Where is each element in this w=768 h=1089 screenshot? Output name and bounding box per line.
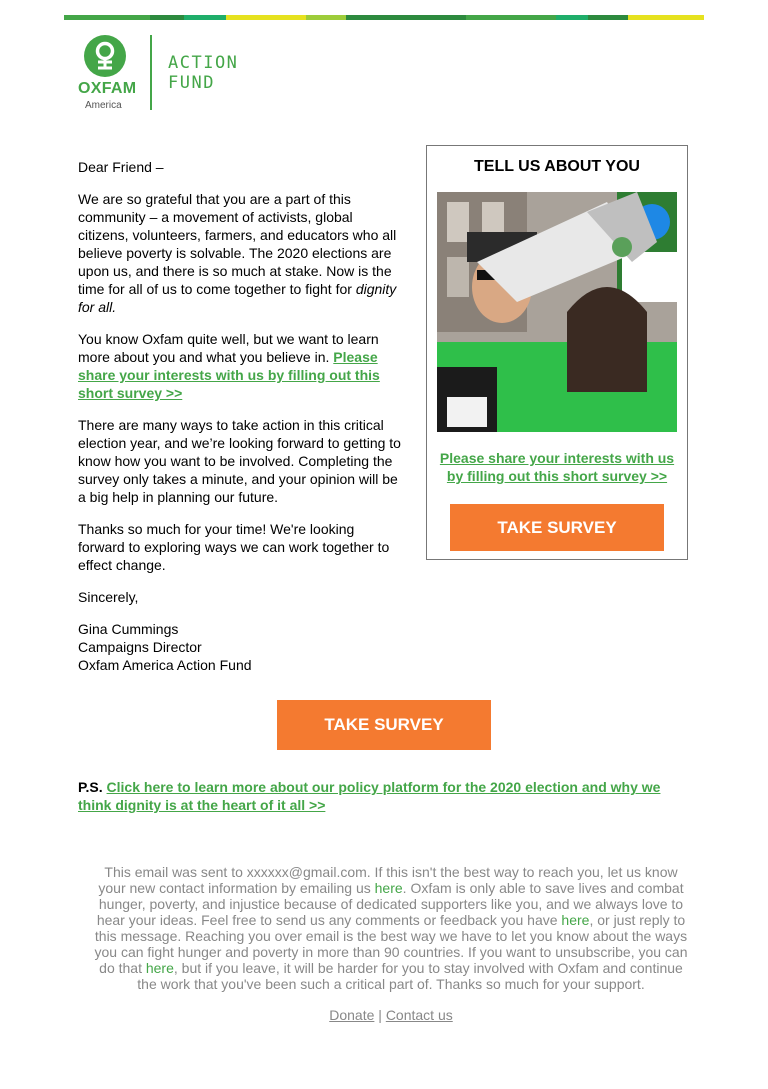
contact-us-link[interactable]: Contact us bbox=[385, 1007, 453, 1023]
postscript bbox=[78, 778, 678, 814]
survey-link-inline[interactable]: Please share your interests with us by filling out this short survey >> bbox=[78, 349, 380, 401]
footer-email-link[interactable]: here bbox=[374, 880, 403, 896]
paragraph-1-text: We are so grateful that you are a part of this community – a movement of activists, global citizens, volunteers, farmers, and educators who all believe poverty is solvable. The 2020 elections are upon us, and there is so much at stake. Now is the time for all of us to come together to fight for bbox=[78, 191, 397, 297]
dignity-emphasis: dignity for all. bbox=[78, 281, 397, 315]
logo-brand-text: OXFAM bbox=[78, 80, 137, 97]
footer-feedback-link[interactable]: here bbox=[561, 912, 590, 928]
footer-text bbox=[92, 864, 690, 992]
logo-unit-text bbox=[168, 53, 238, 93]
sidebar-survey-link[interactable]: Please share your interests with us by filling out this short survey >> bbox=[439, 450, 675, 484]
greeting: Dear Friend – bbox=[78, 159, 164, 175]
sidebar-title: TELL US ABOUT YOU bbox=[474, 158, 640, 175]
signature-name: Gina Cummings bbox=[78, 621, 179, 637]
sidebar-take-survey-button[interactable]: TAKE SURVEY bbox=[450, 504, 664, 551]
logo-unit-line2: FUND bbox=[168, 73, 215, 93]
letter-body bbox=[78, 158, 403, 674]
closing: Sincerely, bbox=[78, 589, 139, 605]
ps-label: P.S. bbox=[78, 779, 103, 795]
policy-platform-link[interactable]: Click here to learn more about our policy platform for the 2020 election and why we think dignity is at the heart of it all >> bbox=[78, 779, 661, 813]
paragraph-3: There are many ways to take action in this critical election year, and we’re looking forward to getting to know how you want to be involved. Completing the survey only takes a minute, and your opinion will be a big help in planning our future. bbox=[78, 417, 401, 505]
logo-region-text: America bbox=[85, 100, 122, 111]
oxfam-action-fund-logo[interactable] bbox=[78, 35, 238, 111]
rally-photo-icon bbox=[437, 192, 677, 432]
paragraph-4: Thanks so much for your time! We're looking forward to exploring ways we can work together to effect change. bbox=[78, 521, 390, 573]
footer-separator: | bbox=[378, 1007, 382, 1023]
paragraph-2 bbox=[78, 330, 403, 402]
paragraph-1 bbox=[78, 190, 403, 316]
signature-title: Campaigns Director bbox=[78, 639, 202, 655]
footer-text-4: , but if you leave, it will be harder for you to stay involved with Oxfam and continue the work that you've been such a critical part of. Thanks so much for your support. bbox=[137, 960, 683, 992]
signature bbox=[78, 620, 403, 674]
rally-photo[interactable] bbox=[437, 192, 677, 432]
oxfam-symbol-icon bbox=[84, 35, 126, 77]
paragraph-2-text: You know Oxfam quite well, but we want to learn more about you and what you believe in. bbox=[78, 331, 379, 365]
survey-sidebar-box bbox=[426, 145, 688, 560]
logo-unit-line1: ACTION bbox=[168, 53, 239, 73]
footer-text-3: , or just reply to this message. Reaching you over email is the best way we have to let you know about the ways you can fight hunger and poverty in more than 90 countries. If you want to unsubscribe, you can do that bbox=[94, 912, 688, 976]
footer-text-1: This email was sent to xxxxxx@gmail.com. If this isn't the best way to reach you, let us know your new contact information by emailing us bbox=[98, 864, 678, 896]
top-color-bar bbox=[64, 15, 704, 20]
take-survey-button[interactable]: TAKE SURVEY bbox=[277, 700, 491, 750]
footer-links bbox=[92, 1007, 690, 1023]
footer-text-2: . Oxfam is only able to save lives and combat hunger, poverty, and injustice because of dedicated supporters like you, and we always love to hear your ideas. Feel free to send us any comments or feedback you have bbox=[96, 880, 684, 928]
signature-org: Oxfam America Action Fund bbox=[78, 657, 252, 673]
sidebar-survey-link-wrap bbox=[437, 449, 677, 485]
footer-unsubscribe-link[interactable]: here bbox=[145, 960, 174, 976]
donate-link[interactable]: Donate bbox=[329, 1007, 375, 1023]
logo-divider bbox=[150, 35, 152, 110]
